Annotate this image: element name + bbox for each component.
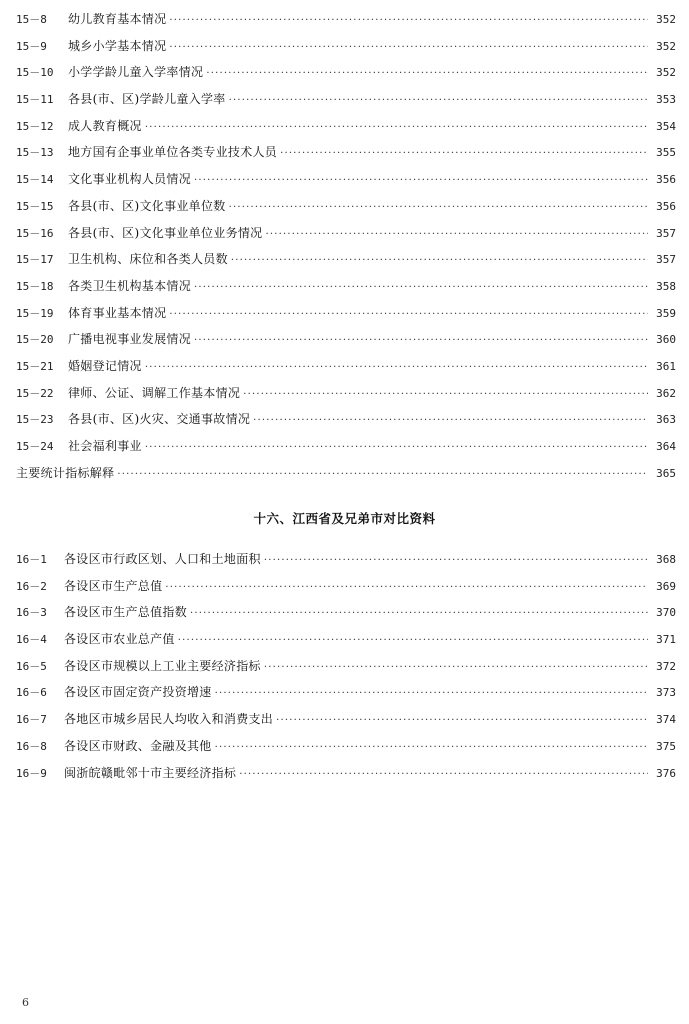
entry-page: 360 — [656, 333, 676, 347]
entry-title: 成人教育概况 — [68, 118, 142, 133]
entry-title: 各设区市行政区划、人口和土地面积 — [64, 552, 261, 566]
entry-page: 353 — [656, 93, 676, 107]
dot-leader — [169, 38, 648, 58]
toc-entry — [16, 549, 676, 576]
entry-page: 365 — [656, 466, 676, 480]
dot-leader — [264, 658, 648, 678]
entry-title: 幼儿教育基本情况 — [68, 12, 167, 26]
toc-entry — [16, 89, 676, 116]
toc-entry — [16, 116, 676, 143]
dot-leader — [229, 91, 648, 111]
toc-entry — [16, 383, 676, 410]
toc-entry — [16, 409, 676, 436]
dot-leader — [190, 604, 648, 624]
toc-entry — [16, 436, 676, 463]
entry-title: 文化事业机构人员情况 — [68, 172, 192, 187]
entry-number: 16－2 — [16, 579, 47, 593]
dot-leader — [178, 631, 648, 651]
dot-leader — [280, 144, 648, 164]
entry-page: 369 — [656, 579, 676, 593]
toc-entry — [16, 763, 676, 790]
page-number: 6 — [22, 996, 29, 1009]
entry-number: 16－1 — [16, 553, 47, 566]
entry-number: 15－13 — [16, 146, 54, 160]
toc-entry — [16, 329, 676, 356]
entry-number: 15－23 — [16, 413, 54, 427]
dot-leader — [265, 225, 648, 245]
entry-page: 362 — [656, 386, 676, 400]
entry-title: 社会福利事业 — [68, 439, 142, 453]
entry-title: 各设区市规模以上工业主要经济指标 — [64, 658, 261, 673]
entry-title: 婚姻登记情况 — [68, 358, 142, 373]
section-heading: 十六、江西省及兄弟市对比资料 — [253, 511, 436, 526]
entry-page: 352 — [656, 13, 676, 26]
entry-number: 16－8 — [16, 739, 47, 753]
entry-title: 广播电视事业发展情况 — [68, 332, 192, 347]
entry-number: 15－15 — [16, 199, 54, 213]
toc-entry — [16, 169, 676, 196]
dot-leader — [117, 465, 648, 485]
dot-leader — [276, 711, 648, 731]
entry-title: 地方国有企事业单位各类专业技术人员 — [68, 145, 278, 160]
entry-page: 357 — [656, 253, 676, 267]
entry-page: 364 — [656, 440, 676, 453]
toc-entry — [16, 62, 676, 89]
toc-entry — [16, 736, 676, 763]
entry-page: 352 — [656, 39, 676, 53]
toc-entry — [16, 36, 676, 63]
entry-title: 各县(市、区)火灾、交通事故情况 — [68, 412, 251, 427]
toc-entry — [16, 249, 676, 276]
entry-page: 363 — [656, 413, 676, 427]
entry-page: 356 — [656, 173, 676, 187]
dot-leader — [239, 765, 648, 785]
entry-title: 各地区市城乡居民人均收入和消费支出 — [64, 712, 274, 727]
entry-page: 357 — [656, 226, 676, 240]
entry-title: 小学学龄儿童入学率情况 — [68, 65, 204, 80]
entry-number: 15－10 — [16, 66, 54, 80]
entry-number: 16－3 — [16, 606, 47, 620]
entry-page: 355 — [656, 146, 676, 160]
toc-entry — [16, 276, 676, 303]
entry-page: 373 — [656, 686, 676, 700]
entry-title: 各设区市农业总产值 — [64, 632, 175, 647]
entry-page: 374 — [656, 713, 676, 727]
toc-entry — [16, 196, 676, 223]
entry-number: 15－19 — [16, 306, 54, 320]
entry-page: 376 — [656, 766, 676, 780]
toc-entry — [16, 223, 676, 250]
entry-page: 375 — [656, 739, 676, 753]
entry-number: 16－9 — [16, 766, 47, 780]
entry-number: 15－12 — [16, 119, 54, 133]
dot-leader — [145, 438, 648, 458]
entry-number: 15－16 — [16, 226, 54, 240]
entry-number: 15－14 — [16, 173, 54, 187]
entry-number: 16－6 — [16, 686, 47, 700]
dot-leader — [215, 684, 648, 704]
entry-number: 15－17 — [16, 253, 54, 267]
dot-leader — [165, 578, 648, 598]
toc-entry — [16, 602, 676, 629]
entry-title: 主要统计指标解释 — [16, 465, 115, 480]
entry-page: 356 — [656, 199, 676, 213]
entry-page: 354 — [656, 119, 676, 133]
toc-entry — [16, 356, 676, 383]
entry-title: 各设区市生产总值指数 — [64, 605, 188, 620]
entry-title: 各县(市、区)学龄儿童入学率 — [68, 92, 226, 107]
entry-title: 各县(市、区)文化事业单位数 — [68, 198, 226, 213]
entry-number: 15－20 — [16, 333, 54, 347]
entry-page: 358 — [656, 279, 676, 293]
dot-leader — [253, 411, 648, 431]
dot-leader — [243, 385, 648, 405]
dot-leader — [264, 551, 648, 571]
dot-leader — [229, 198, 648, 218]
entry-page: 352 — [656, 66, 676, 80]
dot-leader — [169, 305, 648, 325]
entry-number: 15－18 — [16, 279, 54, 293]
toc-entry — [16, 576, 676, 603]
toc-entry — [16, 9, 676, 36]
entry-title: 各设区市生产总值 — [64, 578, 163, 593]
toc-list-part-15 — [16, 9, 676, 489]
entry-number: 16－5 — [16, 659, 47, 673]
entry-title: 闽浙皖赣毗邻十市主要经济指标 — [64, 765, 237, 780]
entry-number: 15－8 — [16, 13, 47, 26]
entry-title: 律师、公证、调解工作基本情况 — [68, 385, 241, 400]
entry-number: 15－11 — [16, 93, 54, 107]
entry-number: 16－4 — [16, 633, 47, 647]
dot-leader — [231, 251, 648, 271]
entry-page: 370 — [656, 606, 676, 620]
dot-leader — [194, 331, 648, 351]
toc-entry — [16, 682, 676, 709]
entry-number: 16－7 — [16, 713, 47, 727]
entry-page: 359 — [656, 306, 676, 320]
entry-title: 各设区市财政、金融及其他 — [64, 738, 212, 753]
dot-leader — [145, 358, 648, 378]
entry-title: 体育事业基本情况 — [68, 305, 167, 320]
entry-page: 368 — [656, 553, 676, 566]
entry-number: 15－9 — [16, 39, 47, 53]
toc-entry — [16, 709, 676, 736]
entry-title: 各类卫生机构基本情况 — [68, 278, 192, 293]
entry-page: 372 — [656, 659, 676, 673]
dot-leader — [145, 118, 648, 138]
dot-leader — [169, 11, 648, 31]
toc-entry — [16, 303, 676, 330]
toc-entry-glossary — [16, 463, 676, 490]
entry-title: 城乡小学基本情况 — [68, 38, 167, 53]
toc-entry — [16, 656, 676, 683]
entry-title: 各设区市固定资产投资增速 — [64, 685, 212, 700]
entry-title: 各县(市、区)文化事业单位业务情况 — [68, 225, 263, 240]
dot-leader — [215, 738, 648, 758]
dot-leader — [194, 171, 648, 191]
entry-number: 15－21 — [16, 359, 54, 373]
toc-entry — [16, 629, 676, 656]
toc-list-part-16 — [16, 549, 676, 789]
entry-title: 卫生机构、床位和各类人员数 — [68, 252, 228, 267]
entry-number: 15－22 — [16, 386, 54, 400]
dot-leader — [194, 278, 648, 298]
entry-number: 15－24 — [16, 440, 54, 453]
entry-page: 371 — [656, 633, 676, 647]
toc-entry — [16, 142, 676, 169]
entry-page: 361 — [656, 359, 676, 373]
dot-leader — [206, 64, 648, 84]
